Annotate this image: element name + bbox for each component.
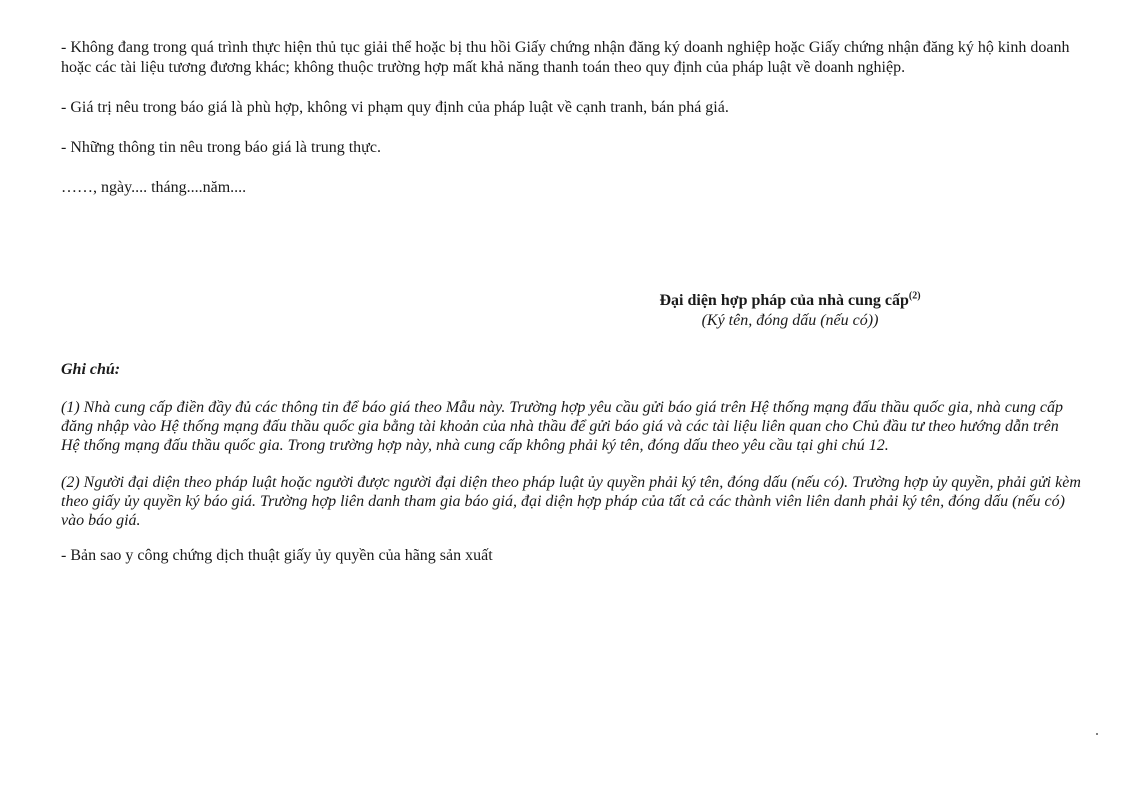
date-line: ……, ngày.... tháng....năm.... [61, 179, 247, 196]
signature-title [600, 291, 980, 311]
signature-note: (Ký tên, đóng dấu (nếu có)) [701, 312, 879, 329]
declaration-item: - Những thông tin nêu trong báo giá là trung thực. [61, 139, 381, 156]
note-extra-item: - Bản sao y công chứng dịch thuật giấy ủy quyền của hãng sản xuất [61, 547, 493, 564]
signature-block [600, 291, 980, 331]
note-item: (1) Nhà cung cấp điền đầy đủ các thông tin để báo giá theo Mẫu này. Trường hợp yêu cầu gửi báo giá trên Hệ thống mạng đấu thầu quốc gia, nhà cung cấp đăng nhập vào Hệ thống mạng đấu thầu quốc gia bằng tài khoản của nhà thầu để gửi báo giá và các tài liệu liên quan cho Chủ đầu tư theo hướng dẫn trên Hệ thống mạng đấu thầu quốc gia. Trong trường hợp này, nhà cung cấp không phải ký tên, đóng dấu theo yêu cầu tại ghi chú 12. [61, 399, 1063, 454]
signature-footnote-ref: (2) [908, 290, 921, 302]
note-item: (2) Người đại diện theo pháp luật hoặc người được người đại diện theo pháp luật ủy quyền phải ký tên, đóng dấu (nếu có). Trường hợp ủy quyền, phải gửi kèm theo giấy ủy quyền ký báo giá. Trường hợp liên danh tham gia báo giá, đại diện hợp pháp của tất cả các thành viên liên danh phải ký tên, đóng dấu (nếu có) vào báo giá. [61, 474, 1081, 529]
declaration-item: - Giá trị nêu trong báo giá là phù hợp, không vi phạm quy định của pháp luật về cạnh tranh, bán phá giá. [61, 99, 729, 116]
declarations-section [61, 38, 1081, 198]
signature-title-text: Đại diện hợp pháp của nhà cung cấp [659, 292, 909, 309]
notes-heading: Ghi chú: [61, 361, 121, 378]
notes-section [61, 360, 1081, 565]
declaration-item: - Không đang trong quá trình thực hiện thủ tục giải thể hoặc bị thu hồi Giấy chứng nhận đăng ký doanh nghiệp hoặc Giấy chứng nhận đăng ký hộ kinh doanh hoặc các tài liệu tương đương khác; không thuộc trường hợp mất khả năng thanh toán theo quy định của pháp luật về doanh nghiệp. [61, 39, 1070, 76]
scan-speck [1096, 733, 1098, 735]
